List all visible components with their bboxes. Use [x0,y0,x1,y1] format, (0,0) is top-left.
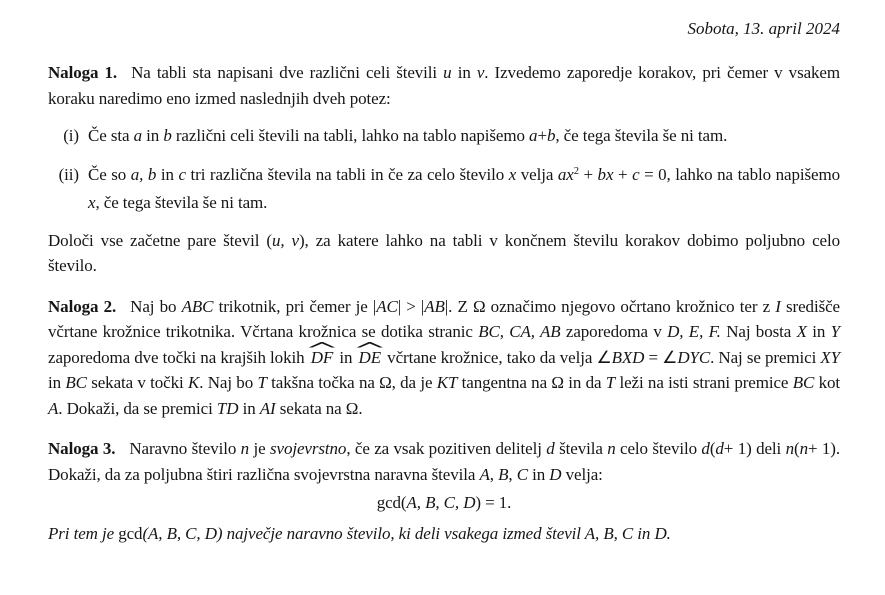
text-segment: + [537,126,547,145]
text-segment: gcd [118,523,143,543]
text-segment: u [443,63,452,82]
text-segment: Če so [88,164,131,184]
text-segment: DF [309,345,335,371]
text-segment: BC [65,373,87,392]
text-segment: | > | [397,296,425,316]
text-segment: Naj bo [130,296,182,316]
text-segment: A [479,464,490,484]
text-segment: n [785,439,794,458]
text-segment: je [249,439,270,458]
text-segment: svojevrstno [269,439,347,458]
list-item-ii [48,162,840,216]
text-segment: v [476,63,485,82]
text-segment: + 1) deli [723,439,786,458]
text-segment: n [240,439,250,458]
problem-1 [48,60,840,279]
text-segment: b [546,126,556,145]
text-segment: Naj bosta [720,322,797,341]
text-segment: X [796,322,807,341]
text-segment: DYC [677,347,711,367]
text-segment: in [238,398,260,418]
text-segment: in [335,347,357,367]
list-item-ii-marker: (ii) [58,164,79,184]
text-segment: Določi vse začetne pare števil ( [48,230,272,250]
text-segment: + 1). Dokaži, da za poljubna štiri različna svojevrstna naravna števila [48,439,840,484]
text-segment: takšna točka na Ω, da je [266,373,437,392]
text-segment: BXD [611,347,645,367]
text-segment: središče včrtane krožnice trikotnika. Včrtana krožnica se dotika stranic [48,296,840,341]
text-segment: , če za vsak pozitiven delitelj [346,439,547,458]
text-segment: + [613,164,633,184]
text-segment: DE [357,345,383,371]
text-segment: d [546,439,555,458]
problem-3-label: Naloga 3. [48,439,116,458]
text-segment: velja [516,164,558,184]
text-segment: Če sta [88,126,134,145]
text-segment: tri različna števila na tabli in če za celo število [185,164,509,184]
text-segment: A [48,398,59,418]
problem-3-statement [48,436,840,487]
text-segment: = ∠ [644,347,678,367]
text-segment: + [578,164,598,184]
text-segment: |. Z Ω označimo njegovo očrtano krožnico ter z [444,296,776,316]
text-segment: x [508,164,517,184]
text-segment: A, B, C, D [406,493,476,512]
problem-2-statement [48,294,840,422]
text-segment: u, v [271,230,299,250]
text-segment: D, E, F. [667,322,721,341]
problem-1-statement [48,60,840,111]
text-segment: AC [376,296,398,316]
text-segment: . Naj se premici [710,347,821,367]
text-segment: , [489,464,499,484]
text-segment: , če tega števila še ni tam. [555,126,728,145]
text-segment: (A, B, C, D) največje naravno število, ki deli vsakega izmed števil A, B, C in D. [142,523,671,543]
text-segment: sekata v točki [86,373,188,392]
text-segment: velja: [561,464,603,484]
text-segment: in [141,126,164,145]
text-segment: 2 [573,165,579,177]
text-segment: in [156,164,179,184]
text-segment: trikotnik, pri čemer je | [213,296,377,316]
text-segment: TD [216,398,239,418]
text-segment: leži na isti strani premice [615,373,793,392]
text-segment: T [605,373,616,392]
text-segment: T [257,373,267,392]
text-segment: a [133,126,142,145]
text-segment: n [607,439,616,458]
text-segment: , če tega števila še ni tam. [95,193,268,212]
problem-2 [48,294,840,422]
problem-1-move-list [48,123,840,216]
text-segment: gcd( [376,493,407,512]
text-segment: ), za katere lahko na tabli v končnem številu korakov dobimo poljubno celo število. [48,230,840,275]
problem-1-intro-text [48,63,840,108]
text-segment: zaporedoma v [560,322,668,341]
problem-1-question [48,228,840,279]
text-segment: in [451,63,477,82]
problem-3 [48,436,840,546]
text-segment: . Izvedemo zaporedje korakov, pri čemer v vsakem koraku naredimo eno izmed naslednjih dveh potez: [48,63,840,108]
text-segment: KT [436,373,458,392]
text-segment: b [163,126,172,145]
text-segment: ( [794,439,800,458]
text-segment: K [188,373,200,392]
text-segment: XY [820,347,841,367]
list-item-i [48,123,840,149]
text-segment: ) = 1. [475,493,512,512]
text-segment: x [88,193,96,212]
text-segment: B [498,464,509,484]
text-segment: Y [830,322,840,341]
list-item-i-marker: (i) [63,126,79,145]
text-segment: ( [709,439,716,458]
problem-2-label: Naloga 2. [48,296,117,316]
text-segment: in [806,322,831,341]
text-segment: števila [554,439,608,458]
text-segment: kot [814,373,840,392]
text-segment: Naravno število [129,439,241,458]
text-segment: I [775,296,781,316]
text-segment: a, b [130,164,157,184]
text-segment: tangentna na Ω in da [457,373,606,392]
gcd-equation [48,490,840,516]
text-segment: ax [557,164,574,184]
text-segment: a [529,126,538,145]
text-segment: in [48,373,66,392]
text-segment: AI [259,398,276,418]
text-segment: . Dokaži, da se premici [58,398,217,418]
text-segment: AB [424,296,445,316]
text-segment: d [715,439,724,458]
text-segment: bx [597,164,614,184]
text-segment: Pri tem je [48,523,119,543]
problem-1-label: Naloga 1. [48,63,118,82]
text-segment: , [508,464,517,484]
text-segment: . Naj bo [199,373,258,392]
text-segment: = 0, lahko na tablo napišemo [639,164,840,184]
text-segment: zaporedoma dve točki na krajših lokih [48,347,309,367]
problem-3-text [48,439,840,484]
text-segment: sekata na Ω. [275,398,363,418]
text-segment: BC [792,373,815,392]
text-segment: n [799,439,808,458]
text-segment: včrtane krožnice, tako da velja ∠ [383,347,612,367]
text-segment: Na tabli sta napisani dve različni celi števili [131,63,444,82]
list-item-i-text [88,123,840,149]
text-segment: različni celi števili na tabli, lahko na tablo napišemo [171,126,530,145]
text-segment: in [527,464,550,484]
problem-3-footnote [48,521,840,547]
text-segment: c [178,164,186,184]
text-segment: ABC [181,296,214,316]
text-segment: celo število [615,439,702,458]
date-line: Sobota, 13. april 2024 [687,19,840,38]
text-segment: c [632,164,640,184]
text-segment: d [701,439,710,458]
problem-2-text [48,297,840,418]
text-segment: D [549,464,562,484]
text-segment: BC, CA, AB [478,322,561,341]
list-item-ii-text [88,162,840,216]
text-segment: C [516,464,528,484]
